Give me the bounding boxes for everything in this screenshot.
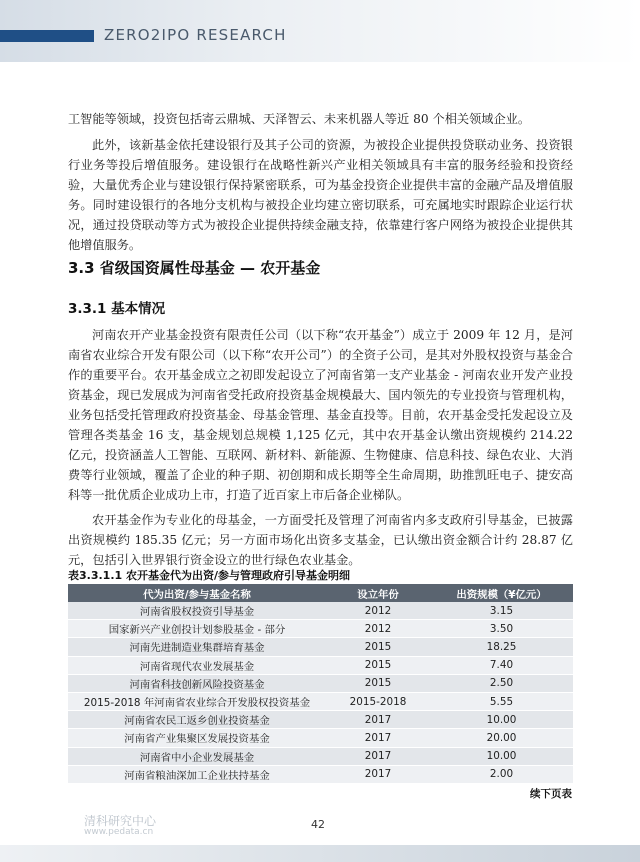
cell-fund-name: 2015-2018 年河南省农业综合开发股权投资基金 <box>68 692 326 710</box>
cell-scale: 5.55 <box>430 692 573 710</box>
header-fund-name: 代为出资/参与基金名称 <box>68 584 326 602</box>
table-row <box>68 674 573 692</box>
table-row <box>68 620 573 638</box>
cell-fund-name: 河南省农民工返乡创业投资基金 <box>68 711 326 729</box>
cell-fund-name: 河南省现代农业发展基金 <box>68 656 326 674</box>
cell-fund-name: 河南省产业集聚区发展投资基金 <box>68 729 326 747</box>
cell-scale: 10.00 <box>430 711 573 729</box>
cell-year: 2015 <box>326 638 430 656</box>
cell-scale: 20.00 <box>430 729 573 747</box>
cell-fund-name: 河南省中小企业发展基金 <box>68 747 326 765</box>
table-row <box>68 638 573 656</box>
fund-table <box>68 584 573 784</box>
cell-year: 2017 <box>326 747 430 765</box>
continued-note: 续下页表 <box>530 788 572 800</box>
paragraph-1: 工智能等领域，投资包括寄云鼎城、天泽智云、未来机器人等近 80 个相关领域企业。 <box>68 112 531 126</box>
cell-year: 2017 <box>326 729 430 747</box>
table-title: 表3.3.1.1 农开基金代为出资/参与管理政府引导基金明细 <box>68 569 350 582</box>
paragraph-2: 此外，该新基金依托建设银行及其子公司的资源，为被投企业提供投贷联动业务、投资银行业务等投后增值服务。建设银行在战略性新兴产业相关领域具有丰富的服务经验和投资经验，大量优秀企业与建设银行保持紧密联系，可为基金投资企业提供丰富的金融产品及增值服务。同时建设银行的各地分支机构与被投企业均建立密切联系，可充属地实时跟踪企业运行状况，通过投贷联动等方式为被投企业提供持续金融支持，依靠建行客户网络为被投企业提供其他增值服务。 <box>68 138 573 252</box>
paragraph-1-container <box>68 109 573 129</box>
cell-scale: 3.50 <box>430 620 573 638</box>
header-band <box>0 0 640 62</box>
cell-fund-name: 河南省股权投资引导基金 <box>68 602 326 620</box>
subsection-heading: 3.3.1 基本情况 <box>68 301 166 317</box>
footer-band <box>0 845 640 862</box>
paragraph-4-container <box>68 510 573 570</box>
cell-year: 2017 <box>326 765 430 783</box>
paragraph-4: 农开基金作为专业化的母基金，一方面受托及管理了河南省内多支政府引导基金，已披露出资规模约 185.35 亿元；另一方面市场化出资多支基金，已认缴出资金额合计约 28.87 亿元，包括引入世界银行资金设立的世行绿色农业基金。 <box>68 513 573 567</box>
cell-scale: 2.00 <box>430 765 573 783</box>
table-row <box>68 729 573 747</box>
footer-logo-text: 清科研究中心 <box>84 814 157 828</box>
table-header-row <box>68 584 573 602</box>
cell-year: 2012 <box>326 602 430 620</box>
table-row <box>68 765 573 783</box>
cell-year: 2015 <box>326 656 430 674</box>
header-year: 设立年份 <box>326 584 430 602</box>
cell-fund-name: 河南省科技创新风险投资基金 <box>68 674 326 692</box>
cell-fund-name: 河南先进制造业集群培育基金 <box>68 638 326 656</box>
page-number: 42 <box>311 818 325 831</box>
cell-scale: 10.00 <box>430 747 573 765</box>
cell-scale: 18.25 <box>430 638 573 656</box>
header-title: ZERO2IPO RESEARCH <box>104 26 287 44</box>
paragraph-3: 河南农开产业基金投资有限责任公司（以下称“农开基金”）成立于 2009 年 12 月，是河南省农业综合开发有限公司（以下称“农开公司”）的全资子公司，是其对外股权投资与基金合作的重要平台。农开基金成立之初即发起设立了河南省第一支产业基金 - 河南农业开发产业投资基金，现已发展成为河南省受托政府投资基金规模最大、国内领先的专业投资与管理机构，业务包括受托管理政府投资基金、母基金管理、基金直投等。目前，农开基金受托发起设立及管理各类基金 16 支，基金规划总规模 1,125 亿元，其中农开基金认缴出资规模约 214.22 亿元，投资涵盖人工智能、互联网、新材料、新能源、生物健康、信息科技、绿色农业、大消费等行业领域，覆盖了企业的种子期、初创期和成长期等全生命周期，助推凯旺电子、捷安高科等一批优质企业成功上市，打造了近百家上市后备企业梯队。 <box>68 328 573 502</box>
section-heading: 3.3 省级国资属性母基金 — 农开基金 <box>68 259 321 277</box>
header-accent-bar <box>0 30 94 42</box>
cell-year: 2015-2018 <box>326 692 430 710</box>
paragraph-2-container <box>68 135 573 255</box>
table-row <box>68 692 573 710</box>
table-row <box>68 747 573 765</box>
cell-fund-name: 国家新兴产业创投计划参股基金 - 部分 <box>68 620 326 638</box>
cell-year: 2017 <box>326 711 430 729</box>
table-row <box>68 656 573 674</box>
header-scale: 出资规模（¥亿元） <box>430 584 573 602</box>
paragraph-3-container <box>68 325 573 505</box>
table-row <box>68 711 573 729</box>
footer-url: www.pedata.cn <box>84 827 154 837</box>
cell-scale: 3.15 <box>430 602 573 620</box>
cell-scale: 7.40 <box>430 656 573 674</box>
cell-year: 2012 <box>326 620 430 638</box>
cell-fund-name: 河南省粮油深加工企业扶持基金 <box>68 765 326 783</box>
table-row <box>68 602 573 620</box>
cell-year: 2015 <box>326 674 430 692</box>
cell-scale: 2.50 <box>430 674 573 692</box>
